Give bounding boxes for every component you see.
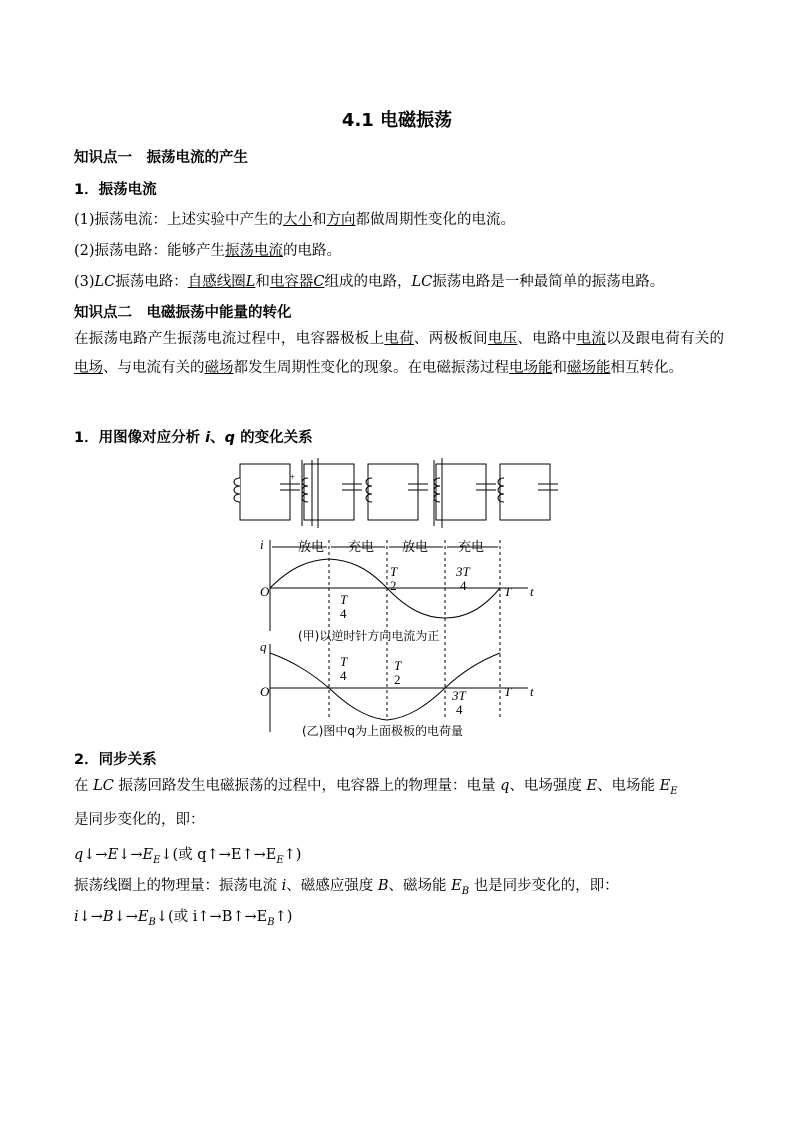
half-period-num-1: T <box>390 564 398 579</box>
three-quarter-period-num-2: 3T <box>452 688 466 703</box>
quarter-period-den-1: 4 <box>340 606 347 621</box>
half-period-den-1: 2 <box>390 578 397 593</box>
period-label-2: T <box>504 684 512 699</box>
three-quarter-period-den-2: 4 <box>456 702 463 717</box>
half-period-den-2: 2 <box>394 672 401 687</box>
i-axis-label: i <box>260 537 264 552</box>
circuit-diagram-1 <box>234 464 300 520</box>
capacitor-sync-formula: $q↓\to E↓\to E_E↓$(或 $q↑\to E↑\to E_E↑$) <box>74 847 302 866</box>
quarter-period-num-1: T <box>340 592 348 607</box>
coil-sync-formula: $i↓\to B↓\to E_B↓$(或 $i↑\to B↑\to E_B↑$) <box>74 909 293 928</box>
energy-conversion-paragraph: 在振荡电路产生振荡电流过程中，电容器极板上电荷、两极板间电压、电路中电流以及跟电荷有关的电场、与电流有关的磁场都发生周期性变化的现象。在电磁振荡过程电场能和磁场能相互转化。 <box>74 331 725 376</box>
page-title: 4.1 电磁振荡 <box>341 110 453 131</box>
section-heading-1: 知识点一 振荡电流的产生 <box>74 150 248 166</box>
caption-charge: (乙)图中q为上面极板的电荷量 <box>302 724 463 738</box>
definition-oscillating-circuit: (2)振荡电路：能够产生振荡电流的电路。 <box>74 243 342 259</box>
svg-text:+: + <box>290 472 296 482</box>
quarter-period-den-2: 4 <box>340 668 347 683</box>
phase-label-1: 放电 <box>298 540 325 555</box>
phase-label-2: 充电 <box>348 540 375 555</box>
definition-oscillating-current: (1)振荡电流：上述实验中产生的大小和方向都做周期性变化的电流。 <box>74 212 516 228</box>
origin-label-1: O <box>260 584 270 599</box>
t-axis-label-1: t <box>530 584 534 599</box>
circuit-diagram-5 <box>498 464 558 520</box>
caption-current: (甲)以逆时针方向电流为正 <box>298 629 440 643</box>
origin-label-2: O <box>260 684 270 699</box>
half-period-num-2: T <box>394 658 402 673</box>
t-axis-label-2: t <box>530 684 534 699</box>
circuit-diagram-2 <box>302 458 362 528</box>
section-heading-2: 知识点二 电磁振荡中能量的转化 <box>74 305 292 321</box>
subheading-graph-analysis: 1．用图像对应分析 i、q 的变化关系 <box>74 430 313 446</box>
subheading-sync-relation: 2．同步关系 <box>74 752 157 768</box>
coil-quantities-paragraph: 振荡线圈上的物理量：振荡电流 i、磁感应强度 B、磁场能 $E_B$ 也是同步变化的，即： <box>74 878 619 897</box>
lc-oscillation-figure <box>232 456 562 741</box>
phase-label-3: 放电 <box>402 540 429 555</box>
definition-lc-circuit: (3)LC振荡电路：自感线圈L和电容器C组成的电路，LC振荡电路是一种最简单的振荡电路。 <box>74 274 665 290</box>
quarter-period-num-2: T <box>340 654 348 669</box>
charge-curve <box>270 653 500 720</box>
circuit-diagram-4 <box>434 458 496 528</box>
q-axis-label: q <box>260 639 267 654</box>
period-label-1: T <box>504 584 512 599</box>
phase-label-4: 充电 <box>458 540 485 555</box>
three-quarter-period-num-1: 3T <box>456 564 470 579</box>
capacitor-quantities-paragraph: 在 LC 振荡回路发生电磁振荡的过程中，电容器上的物理量：电量 q、电场强度 E、电场能 $E_E$ 是同步变化的，即： <box>74 778 678 828</box>
three-quarter-period-den-1: 4 <box>460 578 467 593</box>
circuit-diagram-3 <box>366 464 428 520</box>
subheading-oscillating-current: 1．振荡电流 <box>74 182 157 198</box>
